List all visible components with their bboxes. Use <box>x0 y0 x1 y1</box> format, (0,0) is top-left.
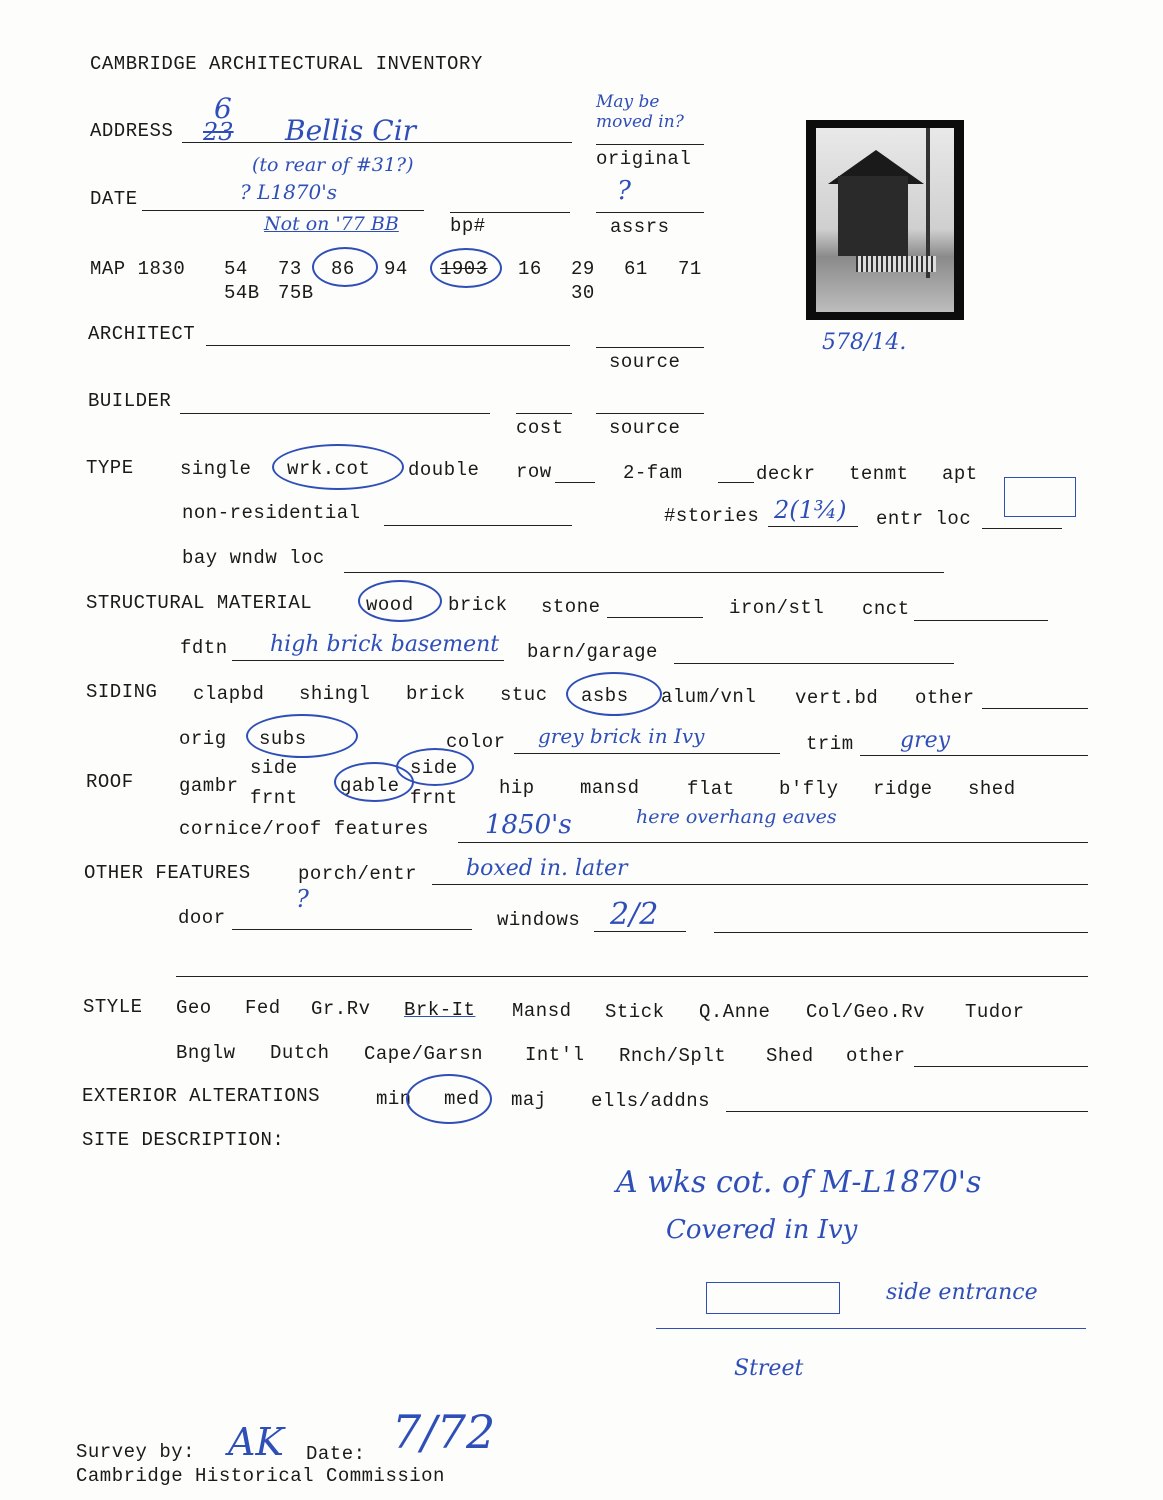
porch-value: boxed in. later <box>466 856 628 881</box>
wood-circle <box>358 580 442 622</box>
roof-gable: gable <box>340 775 400 797</box>
subs-circle <box>246 714 358 758</box>
features-extra-line <box>176 976 1088 977</box>
site-label: SITE DESCRIPTION: <box>82 1129 285 1151</box>
windows-value: 2/2 <box>610 897 659 932</box>
architect-source-label: source <box>609 351 681 373</box>
survey-date-value: 7/72 <box>392 1405 496 1459</box>
struct-iron: iron/stl <box>729 597 825 619</box>
site-sketch-house <box>706 1282 840 1314</box>
color-line <box>514 753 780 754</box>
windows-extra-line <box>714 932 1088 933</box>
style-stick: Stick <box>605 1001 665 1023</box>
siding-shingl: shingl <box>299 683 371 705</box>
roof-gambr-frnt: frnt <box>250 787 298 809</box>
style-geo: Geo <box>176 997 212 1019</box>
barn-label: barn/garage <box>527 641 658 663</box>
map-1903: 1903 <box>440 258 488 280</box>
style-bnglw: Bnglw <box>176 1042 236 1064</box>
survey-label: Survey by: <box>76 1441 196 1463</box>
type-2fam: 2-fam <box>623 462 683 484</box>
bp-line <box>450 212 570 213</box>
cnct-line <box>914 620 1048 621</box>
deckr-line <box>718 482 754 483</box>
roof-ridge: ridge <box>873 778 933 800</box>
style-intl: Int'l <box>525 1044 585 1066</box>
entr-sketch <box>1004 477 1076 517</box>
roof-bfly: b'fly <box>779 778 839 800</box>
site-line-4: Street <box>734 1356 804 1381</box>
siding-other-line <box>982 708 1088 709</box>
address-note: (to rear of #31?) <box>252 154 414 176</box>
style-other-line <box>914 1066 1088 1067</box>
builder-line <box>180 413 490 414</box>
date2-label: Date: <box>306 1443 366 1465</box>
builder-label: BUILDER <box>88 390 172 412</box>
stories-value: 2(1¾) <box>774 496 847 524</box>
siding-vert: vert.bd <box>795 687 879 709</box>
map-16: 16 <box>518 258 542 280</box>
type-single: single <box>180 458 252 480</box>
map-94: 94 <box>384 258 408 280</box>
siding-alum: alum/vnl <box>661 686 757 708</box>
cornice-value: 1850's <box>485 810 572 840</box>
map-71: 71 <box>678 258 702 280</box>
siding-clapbd: clapbd <box>193 683 265 705</box>
cornice-line <box>458 842 1088 843</box>
date-value: ? L1870's <box>240 180 338 204</box>
row-line <box>555 482 595 483</box>
fdtn-value: high brick basement <box>270 632 500 657</box>
roof-gambr: gambr <box>179 775 239 797</box>
door-line <box>232 929 472 930</box>
map-86: 86 <box>331 258 355 280</box>
assrs-label: assrs <box>610 216 670 238</box>
ext-ells: ells/addns <box>591 1090 711 1112</box>
roof-gable-frnt: frnt <box>410 787 458 809</box>
style-rnch: Rnch/Splt <box>619 1045 727 1067</box>
style-tudor: Tudor <box>965 1001 1025 1023</box>
type-tenmt: tenmt <box>849 463 909 485</box>
style-shed: Shed <box>766 1045 814 1067</box>
side-circle <box>396 748 474 786</box>
ext-maj: maj <box>511 1089 547 1111</box>
house-photo <box>806 120 964 320</box>
orig-label: orig <box>179 728 227 750</box>
fdtn-label: fdtn <box>180 637 228 659</box>
assrs-line <box>596 212 704 213</box>
entr-label: entr loc <box>876 508 972 530</box>
site-line-3: side entrance <box>886 1280 1038 1305</box>
bay-line <box>344 572 944 573</box>
map-54b: 54B <box>224 282 260 304</box>
type-deckr: deckr <box>756 463 816 485</box>
style-cape: Cape/Garsn <box>364 1043 484 1065</box>
map-75b: 75B <box>278 282 314 304</box>
roof-flat: flat <box>687 778 735 800</box>
date-label: DATE <box>90 188 138 210</box>
trim-label: trim <box>806 733 854 755</box>
map-61: 61 <box>624 258 648 280</box>
style-fed: Fed <box>245 997 281 1019</box>
siding-brick: brick <box>406 683 466 705</box>
cost-label: cost <box>516 417 564 439</box>
type-apt: apt <box>942 463 978 485</box>
type-label: TYPE <box>86 457 134 479</box>
assrs-value: ? <box>617 176 631 206</box>
barn-line <box>674 663 954 664</box>
bp-label: bp# <box>450 215 486 237</box>
builder-source-line <box>596 413 704 414</box>
style-qanne: Q.Anne <box>699 1001 771 1023</box>
med-circle <box>406 1074 492 1124</box>
style-grrv: Gr.Rv <box>311 998 371 1020</box>
site-line-1: A wks cot. of M-L1870's <box>616 1165 982 1200</box>
struct-brick: brick <box>448 594 508 616</box>
ext-med: med <box>444 1088 480 1110</box>
cost-line <box>516 413 572 414</box>
moved-note: May be moved in? <box>596 92 684 132</box>
address-value: Bellis Cir <box>285 114 417 147</box>
map-29: 29 <box>571 258 595 280</box>
struct-cnct: cnct <box>862 598 910 620</box>
siding-label: SIDING <box>86 681 158 703</box>
map-1903-circle <box>430 248 502 288</box>
original-line <box>596 144 704 145</box>
roof-shed: shed <box>968 778 1016 800</box>
style-label: STYLE <box>83 996 143 1018</box>
original-label: original <box>596 148 692 170</box>
not-on-note: Not on '77 BB <box>264 213 399 235</box>
roof-gambr-side: side <box>250 757 298 779</box>
roof-gable-side: side <box>410 757 458 779</box>
subs-label: subs <box>259 728 307 750</box>
struct-label: STRUCTURAL MATERIAL <box>86 592 313 614</box>
nonres-line <box>384 525 572 526</box>
stone-line <box>607 617 703 618</box>
other-features-label: OTHER FEATURES <box>84 862 251 884</box>
survey-by-value: AK <box>228 1420 284 1464</box>
commission-label: Cambridge Historical Commission <box>76 1465 445 1487</box>
builder-source-label: source <box>609 417 681 439</box>
porch-label: porch/entr <box>298 863 418 885</box>
door-value: ? <box>296 885 309 913</box>
stories-label: #stories <box>664 505 760 527</box>
address-number: 6 <box>214 92 232 125</box>
wrk-cot-circle <box>272 444 404 490</box>
style-other: other <box>846 1045 906 1067</box>
asbs-circle <box>566 672 662 716</box>
roof-mansd: mansd <box>580 777 640 799</box>
struct-stone: stone <box>541 596 601 618</box>
stories-line <box>768 526 858 527</box>
siding-stuc: stuc <box>500 684 548 706</box>
struct-wood: wood <box>366 594 414 616</box>
bay-label: bay wndw loc <box>182 547 325 569</box>
door-label: door <box>178 907 226 929</box>
ells-line <box>726 1111 1088 1112</box>
siding-asbs: asbs <box>581 685 629 707</box>
form-title: CAMBRIDGE ARCHITECTURAL INVENTORY <box>90 53 483 75</box>
porch-line <box>432 884 1088 885</box>
trim-value: grey <box>900 728 951 753</box>
fdtn-line <box>232 660 504 661</box>
entr-line <box>982 528 1062 529</box>
type-row: row <box>516 461 552 483</box>
style-brkit: Brk-It <box>404 999 476 1021</box>
map-54: 54 <box>224 258 248 280</box>
date-line <box>142 210 424 211</box>
type-double: double <box>408 459 480 481</box>
style-dutch: Dutch <box>270 1042 330 1064</box>
map-30: 30 <box>571 282 595 304</box>
windows-label: windows <box>497 909 581 931</box>
color-value: grey brick in Ivy <box>538 724 705 748</box>
siding-other: other <box>915 687 975 709</box>
site-street-line <box>656 1328 1086 1329</box>
architect-source-line <box>596 347 704 348</box>
roof-hip: hip <box>499 777 535 799</box>
color-label: color <box>446 731 506 753</box>
address-struck: 23 <box>203 118 234 146</box>
roof-label: ROOF <box>86 771 134 793</box>
ext-alt-label: EXTERIOR ALTERATIONS <box>82 1085 321 1107</box>
style-colgeo: Col/Geo.Rv <box>806 1001 926 1023</box>
type-wrk-cot: wrk.cot <box>287 458 371 480</box>
cornice-label: cornice/roof features <box>179 818 429 840</box>
trim-line <box>860 755 1088 756</box>
cornice-note: here overhang eaves <box>636 806 837 828</box>
photo-number: 578/14. <box>822 330 907 355</box>
style-mansd: Mansd <box>512 1000 572 1022</box>
address-label: ADDRESS <box>90 120 174 142</box>
map-86-circle <box>312 247 378 287</box>
nonres-label: non-residential <box>182 502 361 524</box>
map-73: 73 <box>278 258 302 280</box>
map-label: MAP 1830 <box>90 258 186 280</box>
architect-line <box>206 345 570 346</box>
site-line-2: Covered in Ivy <box>666 1215 858 1245</box>
ext-min: min <box>376 1088 412 1110</box>
architect-label: ARCHITECT <box>88 323 196 345</box>
